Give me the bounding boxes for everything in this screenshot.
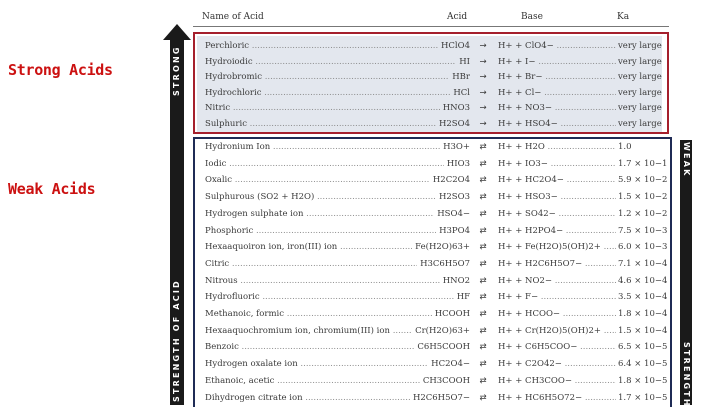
conjugate-base: H+ + HC2O4− .....: [498, 173, 616, 187]
ka-value: very large: [618, 72, 662, 83]
ka-value: 1.7 × 10−1: [618, 158, 668, 169]
ka-value: 6.4 × 10−5: [618, 359, 668, 370]
acid-formula: HSO4−: [434, 207, 470, 221]
acid-formula: HNO2: [440, 274, 470, 288]
conjugate-base: H+ + Fe(H2O)5(OH)2+ .....: [498, 240, 616, 254]
conjugate-base: H+ + H2PO4− .....: [498, 224, 616, 238]
acid-name: Iodic .....: [205, 157, 470, 171]
acid-formula: HBr: [449, 70, 470, 84]
table-row: [0, 190, 720, 204]
acid-name: Phosphoric .....: [205, 224, 470, 238]
header-acid: Acid: [447, 12, 468, 22]
dissociation-arrow: ⇄: [479, 258, 487, 269]
acid-formula: H2SO3: [436, 190, 470, 204]
dissociation-arrow: →: [479, 103, 487, 114]
acid-name: Nitric .....: [205, 101, 470, 115]
dissociation-arrow: ⇄: [479, 325, 487, 336]
dissociation-arrow: ⇄: [479, 275, 487, 286]
acid-formula: H2SO4: [436, 117, 470, 131]
acid-name: Hydrobromic .....: [205, 70, 470, 84]
table-row: [0, 374, 720, 388]
dissociation-arrow: ⇄: [479, 392, 487, 403]
conjugate-base: H+ + Cr(H2O)5(OH)2+ .....: [498, 324, 616, 338]
acid-formula: H3O+: [440, 140, 470, 154]
conjugate-base: H+ + HC6H5O72− .....: [498, 391, 616, 405]
dissociation-arrow: ⇄: [479, 208, 487, 219]
ka-value: 1.8 × 10−5: [618, 375, 668, 386]
ka-value: 7.5 × 10−3: [618, 225, 668, 236]
acid-name: Hydronium Ion .....: [205, 140, 470, 154]
acid-formula: H3C6H5O7: [417, 257, 470, 271]
dissociation-arrow: ⇄: [479, 158, 487, 169]
ka-value: 1.0: [618, 142, 632, 152]
strong-acids-label: Strong Acids: [8, 61, 113, 79]
conjugate-base: H+ + NO2− .....: [498, 274, 616, 288]
ka-value: very large: [618, 41, 662, 51]
acid-name: Oxalic .....: [205, 173, 470, 187]
table-row: [0, 290, 720, 304]
ka-value: 6.5 × 10−5: [618, 342, 668, 353]
table-row: [0, 117, 720, 131]
acid-name: Hydrochloric .....: [205, 86, 470, 100]
ka-value: very large: [618, 56, 662, 67]
table-row: [0, 224, 720, 238]
ka-value: 1.8 × 10−4: [618, 309, 668, 319]
acid-name: Hydrogen sulphate ion .....: [205, 207, 470, 221]
ka-value: 1.7 × 10−5: [618, 392, 668, 403]
acid-formula: HNO3: [440, 101, 470, 115]
acid-name: Methanoic, formic .....: [205, 307, 470, 321]
acid-formula: HCl: [450, 86, 470, 100]
conjugate-base: H+ + NO3− .....: [498, 101, 616, 115]
acid-formula: H2C6H5O7−: [410, 391, 470, 405]
acid-name: Sulphurous (SO2 + H2O) .....: [205, 190, 470, 204]
dissociation-arrow: ⇄: [479, 292, 487, 303]
conjugate-base: H+ + HSO4− .....: [498, 117, 616, 131]
dissociation-arrow: →: [479, 56, 487, 67]
conjugate-base: H+ + C6H5COO− .....: [498, 340, 616, 354]
conjugate-base: H+ + CH3COO− .....: [498, 374, 616, 388]
table-row: [0, 391, 720, 405]
table-row: [0, 307, 720, 321]
acid-name: Ethanoic, acetic .....: [205, 374, 470, 388]
ka-value: very large: [618, 87, 662, 98]
ka-value: very large: [618, 103, 662, 114]
conjugate-base: H+ + H2C6H5O7− .....: [498, 257, 616, 271]
dissociation-arrow: ⇄: [479, 242, 487, 253]
table-row: [0, 340, 720, 354]
acid-formula: Fe(H2O)63+: [412, 240, 470, 254]
dissociation-arrow: ⇄: [479, 142, 487, 152]
acid-name: Nitrous .....: [205, 274, 470, 288]
conjugate-base: H+ + C2O42− .....: [498, 357, 616, 371]
dissociation-arrow: ⇄: [479, 175, 487, 186]
dissociation-arrow: →: [479, 119, 487, 129]
acid-name: Dihydrogen citrate ion .....: [205, 391, 470, 405]
conjugate-base: H+ + HSO3− .....: [498, 190, 616, 204]
acid-formula: HI: [456, 55, 470, 69]
acid-formula: H3PO4: [436, 224, 470, 238]
acid-name: Perchloric .....: [205, 39, 470, 53]
ka-value: 1.5 × 10−2: [618, 192, 668, 203]
table-row: [0, 55, 720, 69]
ka-value: 3.5 × 10−4: [618, 292, 668, 303]
header-base: Base: [521, 12, 543, 22]
acid-name: Hexaaquoiron ion, iron(III) ion .....: [205, 240, 470, 254]
acid-name: Hydroiodic .....: [205, 55, 470, 69]
table-row: [0, 70, 720, 84]
acid-formula: HClO4: [438, 39, 470, 53]
acid-name: Benzoic .....: [205, 340, 470, 354]
strength-of-acid-label: STRENGTH OF ACID: [172, 279, 181, 402]
table-row: [0, 86, 720, 100]
conjugate-base: H+ + IO3− .....: [498, 157, 616, 171]
table-row: [0, 140, 720, 154]
acid-formula: H2C2O4: [430, 173, 470, 187]
acid-formula: HF: [454, 290, 470, 304]
table-row: [0, 157, 720, 171]
strength-right-label: STRENGTH: [682, 342, 691, 408]
conjugate-base: H+ + H2O .....: [498, 140, 616, 154]
table-row: [0, 173, 720, 187]
conjugate-base: H+ + Cl− .....: [498, 86, 616, 100]
dissociation-arrow: ⇄: [479, 375, 487, 386]
dissociation-arrow: ⇄: [479, 359, 487, 370]
table-row: [0, 274, 720, 288]
acid-name: Sulphuric .....: [205, 117, 470, 131]
acid-formula: HCOOH: [432, 307, 470, 321]
dissociation-arrow: →: [479, 87, 487, 98]
ka-value: 1.2 × 10−2: [618, 208, 668, 219]
acid-name: Hexaaquochromium ion, chromium(III) ion .....: [205, 324, 470, 338]
acid-name: Hydrogen oxalate ion .....: [205, 357, 470, 371]
header-name: Name of Acid: [202, 12, 264, 22]
ka-value: 5.9 × 10−2: [618, 175, 668, 186]
conjugate-base: H+ + SO42− .....: [498, 207, 616, 221]
weak-bar-label: WEAK: [682, 142, 691, 178]
ka-value: 1.5 × 10−4: [618, 325, 668, 336]
acid-name: Hydrofluoric .....: [205, 290, 470, 304]
table-row: [0, 324, 720, 338]
header-ka: Ka: [617, 12, 630, 22]
conjugate-base: H+ + F− .....: [498, 290, 616, 304]
acid-formula: HIO3: [444, 157, 470, 171]
dissociation-arrow: ⇄: [479, 342, 487, 353]
acid-formula: HC2O4−: [428, 357, 470, 371]
table-row: [0, 39, 720, 53]
acid-formula: Cr(H2O)63+: [412, 324, 470, 338]
dissociation-arrow: ⇄: [479, 192, 487, 203]
weak-acids-label: Weak Acids: [8, 180, 96, 198]
conjugate-base: H+ + HCOO− .....: [498, 307, 616, 321]
table-row: [0, 101, 720, 115]
acid-name: Citric .....: [205, 257, 470, 271]
dissociation-arrow: ⇄: [479, 309, 487, 319]
ka-value: 7.1 × 10−4: [618, 258, 668, 269]
table-row: [0, 257, 720, 271]
conjugate-base: H+ + I− .....: [498, 55, 616, 69]
table-row: [0, 357, 720, 371]
ka-value: very large: [618, 119, 662, 129]
dissociation-arrow: ⇄: [479, 225, 487, 236]
ka-value: 6.0 × 10−3: [618, 242, 668, 253]
conjugate-base: H+ + Br− .....: [498, 70, 616, 84]
acid-formula: C6H5COOH: [414, 340, 470, 354]
strong-bar-label: STRONG: [172, 45, 181, 96]
acid-formula: CH3COOH: [420, 374, 470, 388]
dissociation-arrow: →: [479, 41, 487, 51]
conjugate-base: H+ + ClO4− .....: [498, 39, 616, 53]
ka-value: 4.6 × 10−4: [618, 275, 668, 286]
table-row: [0, 240, 720, 254]
table-row: [0, 207, 720, 221]
dissociation-arrow: →: [479, 72, 487, 83]
